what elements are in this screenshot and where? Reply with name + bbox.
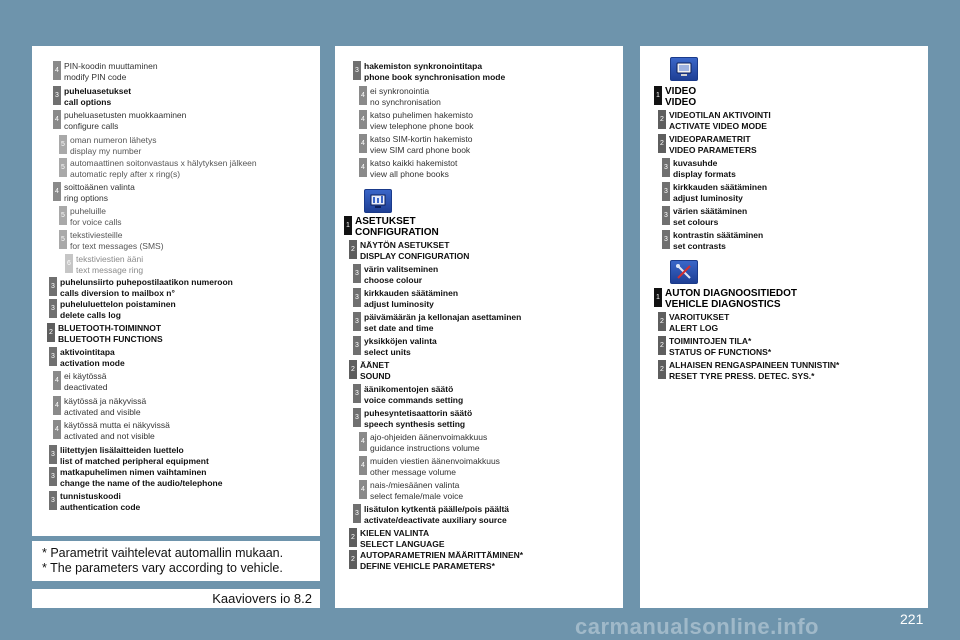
entry-label-english: BLUETOOTH FUNCTIONS — [58, 334, 163, 344]
entry-label-english: select units — [364, 347, 411, 357]
level-badge: 2 — [658, 336, 666, 355]
entry-label-english: VIDEO — [665, 97, 697, 108]
level-badge: 2 — [658, 110, 666, 129]
level-badge: 3 — [49, 445, 57, 464]
entry-label-english: SELECT LANGUAGE — [360, 539, 445, 549]
level-badge: 4 — [359, 110, 367, 129]
entry-label-finnish: ei käytössä — [64, 371, 107, 381]
menu-entry-text — [370, 134, 473, 156]
menu-entry — [359, 110, 474, 132]
level-badge: 3 — [353, 384, 361, 403]
entry-label-english: select female/male voice — [370, 491, 464, 501]
level-badge: 2 — [658, 134, 666, 153]
menu-entry-text — [60, 277, 233, 299]
level-badge: 3 — [353, 408, 361, 427]
menu-entry — [349, 550, 523, 572]
menu-entry — [53, 396, 146, 418]
menu-entry — [658, 360, 839, 382]
menu-entry-text — [360, 550, 523, 572]
version-box — [32, 589, 320, 608]
footnote-box — [32, 541, 320, 581]
level-badge: 4 — [53, 61, 61, 80]
level-badge: 3 — [353, 61, 361, 80]
menu-entry — [59, 230, 164, 252]
level-badge: 6 — [65, 254, 73, 273]
menu-entry-text — [60, 445, 209, 467]
level-badge: 1 — [654, 86, 662, 105]
menu-entry-text — [665, 86, 696, 108]
entry-label-english: VEHICLE DIAGNOSTICS — [665, 299, 781, 310]
footnote-finnish: * Parametrit vaihtelevat automallin mukaan. — [42, 546, 284, 560]
menu-entry-text — [58, 323, 163, 345]
level-badge: 2 — [47, 323, 55, 342]
menu-entry — [654, 86, 696, 108]
level-badge: 2 — [349, 550, 357, 569]
level-badge: 4 — [359, 134, 367, 153]
entry-label-english: choose colour — [364, 275, 423, 285]
entry-label-finnish: puheluluettelon poistaminen — [60, 299, 176, 309]
entry-label-english: for text messages (SMS) — [70, 241, 164, 251]
menu-entry-text — [60, 491, 140, 513]
menu-entry-text — [64, 110, 186, 132]
entry-label-finnish: puheluasetukset — [64, 86, 132, 96]
entry-label-english: activation mode — [60, 358, 125, 368]
menu-entry — [353, 384, 463, 406]
entry-label-english: for voice calls — [70, 217, 122, 227]
entry-label-english: calls diversion to mailbox n° — [60, 288, 175, 298]
menu-entry-text — [370, 432, 487, 454]
entry-label-finnish: lisätulon kytkentä päälle/pois päältä — [364, 504, 510, 514]
entry-label-english: ring options — [64, 193, 108, 203]
level-badge: 3 — [662, 158, 670, 177]
level-badge: 3 — [49, 277, 57, 296]
menu-entry-text — [669, 312, 729, 334]
entry-label-finnish: matkapuhelimen nimen vaihtaminen — [60, 467, 207, 477]
page-number: 221 — [900, 611, 924, 627]
level-badge: 2 — [349, 528, 357, 547]
menu-entry — [53, 61, 158, 83]
menu-entry-text — [673, 182, 767, 204]
entry-label-finnish: ei synkronointia — [370, 86, 430, 96]
entry-label-english: activate/deactivate auxiliary source — [364, 515, 507, 525]
menu-entry-text — [364, 288, 458, 310]
entry-label-english: DISPLAY CONFIGURATION — [360, 251, 470, 261]
entry-label-finnish: katso puhelimen hakemisto — [370, 110, 474, 120]
entry-label-english: deactivated — [64, 382, 108, 392]
level-badge: 2 — [349, 360, 357, 379]
entry-label-finnish: AUTOPARAMETRIEN MÄÄRITTÄMINEN* — [360, 550, 524, 560]
entry-label-finnish: ajo-ohjeiden äänenvoimakkuus — [370, 432, 488, 442]
level-badge: 3 — [49, 491, 57, 510]
level-badge: 4 — [359, 480, 367, 499]
menu-entry-text — [669, 360, 839, 382]
entry-label-english: ALERT LOG — [669, 323, 719, 333]
entry-label-finnish: VIDEOPARAMETRIT — [669, 134, 751, 144]
menu-entry-text — [70, 158, 257, 180]
menu-entry-text — [60, 347, 125, 369]
level-badge: 4 — [53, 110, 61, 129]
menu-entry — [353, 312, 521, 334]
entry-label-english: display my number — [70, 146, 142, 156]
menu-entry-text — [364, 384, 463, 406]
menu-entry-text — [76, 254, 143, 276]
entry-label-finnish: NÄYTÖN ASETUKSET — [360, 240, 450, 250]
menu-entry — [359, 432, 487, 454]
entry-label-english: no synchronisation — [370, 97, 441, 107]
menu-entry-text — [669, 110, 771, 132]
entry-label-english: guidance instructions volume — [370, 443, 480, 453]
entry-label-finnish: VIDEO — [665, 86, 697, 97]
entry-label-english: speech synthesis setting — [364, 419, 466, 429]
level-badge: 3 — [353, 504, 361, 523]
entry-label-finnish: tunnistuskoodi — [60, 491, 121, 501]
menu-entry-text — [60, 299, 176, 321]
menu-entry-text — [64, 182, 135, 204]
menu-entry — [359, 480, 463, 502]
menu-entry-text — [364, 264, 438, 286]
footnote-english: * The parameters vary according to vehicle. — [42, 561, 283, 575]
entry-label-english: view all phone books — [370, 169, 449, 179]
entry-label-finnish: nais-/miesäänen valinta — [370, 480, 460, 490]
level-badge: 3 — [53, 86, 61, 105]
menu-entry — [49, 299, 176, 321]
entry-label-finnish: TOIMINTOJEN TILA* — [669, 336, 752, 346]
level-badge: 4 — [359, 432, 367, 451]
menu-entry-text — [360, 360, 391, 382]
entry-label-english: DEFINE VEHICLE PARAMETERS* — [360, 561, 495, 571]
entry-label-finnish: puhelunsiirto puhepostilaatikon numeroon — [60, 277, 233, 287]
level-badge: 4 — [53, 371, 61, 390]
entry-label-finnish: AUTON DIAGNOOSITIEDOT — [665, 288, 798, 299]
level-badge: 4 — [53, 182, 61, 201]
entry-label-english: configure calls — [64, 121, 119, 131]
menu-entry-text — [70, 230, 164, 252]
entry-label-english: adjust luminosity — [673, 193, 743, 203]
menu-entry — [49, 347, 125, 369]
entry-label-finnish: katso SIM-kortin hakemisto — [370, 134, 473, 144]
menu-entry-text — [360, 528, 445, 550]
menu-entry — [658, 134, 757, 156]
entry-label-english: authentication code — [60, 502, 141, 512]
level-badge: 1 — [344, 216, 352, 235]
menu-entry-text — [673, 206, 747, 228]
level-badge: 3 — [353, 336, 361, 355]
menu-entry-text — [64, 86, 131, 108]
entry-label-finnish: VAROITUKSET — [669, 312, 730, 322]
level-badge: 4 — [53, 396, 61, 415]
level-badge: 3 — [662, 182, 670, 201]
menu-entry-text — [364, 336, 437, 358]
entry-label-english: VIDEO PARAMETERS — [669, 145, 757, 155]
entry-label-finnish: äänikomentojen säätö — [364, 384, 454, 394]
entry-label-finnish: tekstiviestien ääni — [76, 254, 144, 264]
menu-entry-text — [370, 456, 500, 478]
entry-label-finnish: kontrastin säätäminen — [673, 230, 764, 240]
menu-entry — [49, 491, 140, 513]
entry-label-english: SOUND — [360, 371, 391, 381]
entry-label-finnish: katso kaikki hakemistot — [370, 158, 458, 168]
level-badge: 5 — [59, 230, 67, 249]
level-badge: 4 — [359, 456, 367, 475]
watermark: carmanualsonline.info — [575, 614, 819, 639]
menu-entry — [49, 467, 222, 489]
entry-label-finnish: hakemiston synkronointitapa — [364, 61, 483, 71]
menu-entry-text — [669, 336, 771, 358]
entry-label-finnish: värin valitseminen — [364, 264, 439, 274]
entry-label-english: STATUS OF FUNCTIONS* — [669, 347, 772, 357]
menu-entry — [654, 288, 797, 310]
entry-label-finnish: kirkkauden säätäminen — [673, 182, 768, 192]
menu-entry — [53, 371, 107, 393]
menu-entry — [353, 336, 437, 358]
menu-entry-text — [370, 86, 441, 108]
level-badge: 5 — [59, 206, 67, 225]
entry-label-english: activated and visible — [64, 407, 141, 417]
entry-label-finnish: automaattinen soitonvastaus x hälytyksen jälkeen — [70, 158, 257, 168]
entry-label-english: display formats — [673, 169, 736, 179]
entry-label-english: voice commands setting — [364, 395, 464, 405]
menu-entry-text — [370, 480, 463, 502]
menu-entry — [349, 360, 391, 382]
menu-entry — [662, 182, 767, 204]
entry-label-english: view SIM card phone book — [370, 145, 471, 155]
level-badge: 4 — [359, 158, 367, 177]
menu-entry-text — [665, 288, 797, 310]
level-badge: 3 — [49, 347, 57, 366]
menu-entry-text — [64, 420, 170, 442]
video-screen-icon — [670, 57, 698, 81]
menu-entry — [53, 86, 131, 108]
entry-label-finnish: muiden viestien äänenvoimakkuus — [370, 456, 500, 466]
menu-entry — [353, 408, 472, 430]
entry-label-english: call options — [64, 97, 112, 107]
entry-label-english: set colours — [673, 217, 719, 227]
level-badge: 1 — [654, 288, 662, 307]
entry-label-finnish: KIELEN VALINTA — [360, 528, 430, 538]
menu-entry — [349, 528, 445, 550]
menu-entry-text — [70, 206, 122, 228]
entry-label-english: RESET TYRE PRESS. DETEC. SYS.* — [669, 371, 815, 381]
entry-label-finnish: värien säätäminen — [673, 206, 748, 216]
menu-entry — [59, 135, 156, 157]
menu-entry — [353, 288, 458, 310]
entry-label-english: modify PIN code — [64, 72, 127, 82]
level-badge: 3 — [662, 230, 670, 249]
level-badge: 4 — [359, 86, 367, 105]
menu-entry — [353, 61, 505, 83]
menu-entry-text — [364, 504, 509, 526]
menu-entry — [662, 230, 763, 252]
level-badge: 3 — [353, 264, 361, 283]
menu-entry — [49, 445, 209, 467]
menu-entry-text — [370, 158, 457, 180]
menu-entry — [359, 86, 441, 108]
menu-entry — [662, 158, 736, 180]
menu-entry-text — [64, 371, 107, 393]
menu-entry-text — [673, 158, 736, 180]
menu-entry — [658, 110, 771, 132]
tools-icon — [670, 260, 698, 284]
entry-label-finnish: puheluasetusten muokkaaminen — [64, 110, 187, 120]
menu-entry-text — [64, 61, 158, 83]
level-badge: 3 — [49, 299, 57, 318]
entry-label-finnish: PIN-koodin muuttaminen — [64, 61, 158, 71]
entry-label-english: set date and time — [364, 323, 434, 333]
entry-label-english: CONFIGURATION — [355, 227, 439, 238]
entry-label-english: automatic reply after x ring(s) — [70, 169, 181, 179]
entry-label-english: set contrasts — [673, 241, 726, 251]
level-badge: 5 — [59, 158, 67, 177]
entry-label-finnish: ÄÄNET — [360, 360, 390, 370]
menu-entry-text — [70, 135, 156, 157]
menu-entry — [349, 240, 469, 262]
menu-entry — [353, 504, 509, 526]
menu-entry-text — [370, 110, 474, 132]
entry-label-finnish: tekstiviesteille — [70, 230, 123, 240]
menu-entry-text — [364, 61, 505, 83]
menu-entry-text — [60, 467, 222, 489]
settings-screen-icon — [364, 189, 392, 213]
menu-entry — [662, 206, 747, 228]
menu-entry-text — [64, 396, 146, 418]
entry-label-finnish: puhesyntetisaattorin säätö — [364, 408, 473, 418]
entry-label-finnish: aktivointitapa — [60, 347, 115, 357]
entry-label-finnish: ALHAISEN RENGASPAINEEN TUNNISTIN* — [669, 360, 840, 370]
level-badge: 2 — [658, 360, 666, 379]
menu-entry — [59, 158, 257, 180]
level-badge: 3 — [49, 467, 57, 486]
entry-label-english: phone book synchronisation mode — [364, 72, 506, 82]
menu-entry — [65, 254, 143, 276]
entry-label-finnish: liitettyjen lisälaitteiden luettelo — [60, 445, 184, 455]
menu-entry — [49, 277, 233, 299]
level-badge: 2 — [658, 312, 666, 331]
entry-label-finnish: käytössä mutta ei näkyvissä — [64, 420, 170, 430]
level-badge: 3 — [662, 206, 670, 225]
entry-label-finnish: yksikköjen valinta — [364, 336, 437, 346]
menu-entry-text — [673, 230, 763, 252]
menu-entry — [359, 456, 500, 478]
menu-entry — [359, 134, 473, 156]
entry-label-finnish: oman numeron lähetys — [70, 135, 157, 145]
menu-entry-text — [364, 408, 472, 430]
level-badge: 4 — [53, 420, 61, 439]
menu-entry-text — [355, 216, 439, 238]
menu-entry-text — [669, 134, 757, 156]
entry-label-english: adjust luminosity — [364, 299, 434, 309]
entry-label-finnish: ASETUKSET — [355, 216, 416, 227]
menu-entry — [47, 323, 163, 345]
level-badge: 3 — [353, 288, 361, 307]
entry-label-english: activated and not visible — [64, 431, 155, 441]
level-badge: 2 — [349, 240, 357, 259]
entry-label-english: text message ring — [76, 265, 144, 275]
entry-label-finnish: puheluille — [70, 206, 106, 216]
menu-entry — [658, 312, 729, 334]
level-badge: 5 — [59, 135, 67, 154]
menu-entry — [53, 110, 186, 132]
entry-label-finnish: VIDEOTILAN AKTIVOINTI — [669, 110, 771, 120]
menu-entry — [344, 216, 439, 238]
entry-label-finnish: kuvasuhde — [673, 158, 718, 168]
menu-entry — [359, 158, 457, 180]
entry-label-english: delete calls log — [60, 310, 121, 320]
menu-entry — [53, 420, 170, 442]
menu-entry — [53, 182, 135, 204]
menu-entry — [353, 264, 438, 286]
entry-label-finnish: päivämäärän ja kellonajan asettaminen — [364, 312, 522, 322]
version-label: Kaaviovers io 8.2 — [212, 591, 312, 606]
menu-entry — [59, 206, 122, 228]
entry-label-english: other message volume — [370, 467, 456, 477]
entry-label-english: list of matched peripheral equipment — [60, 456, 209, 466]
entry-label-finnish: soittoäänen valinta — [64, 182, 135, 192]
entry-label-finnish: BLUETOOTH-TOIMINNOT — [58, 323, 162, 333]
menu-entry-text — [364, 312, 521, 334]
entry-label-finnish: käytössä ja näkyvissä — [64, 396, 147, 406]
entry-label-english: change the name of the audio/telephone — [60, 478, 223, 488]
entry-label-english: view telephone phone book — [370, 121, 474, 131]
level-badge: 3 — [353, 312, 361, 331]
menu-entry-text — [360, 240, 469, 262]
menu-entry — [658, 336, 771, 358]
entry-label-finnish: kirkkauden säätäminen — [364, 288, 459, 298]
entry-label-english: ACTIVATE VIDEO MODE — [669, 121, 767, 131]
